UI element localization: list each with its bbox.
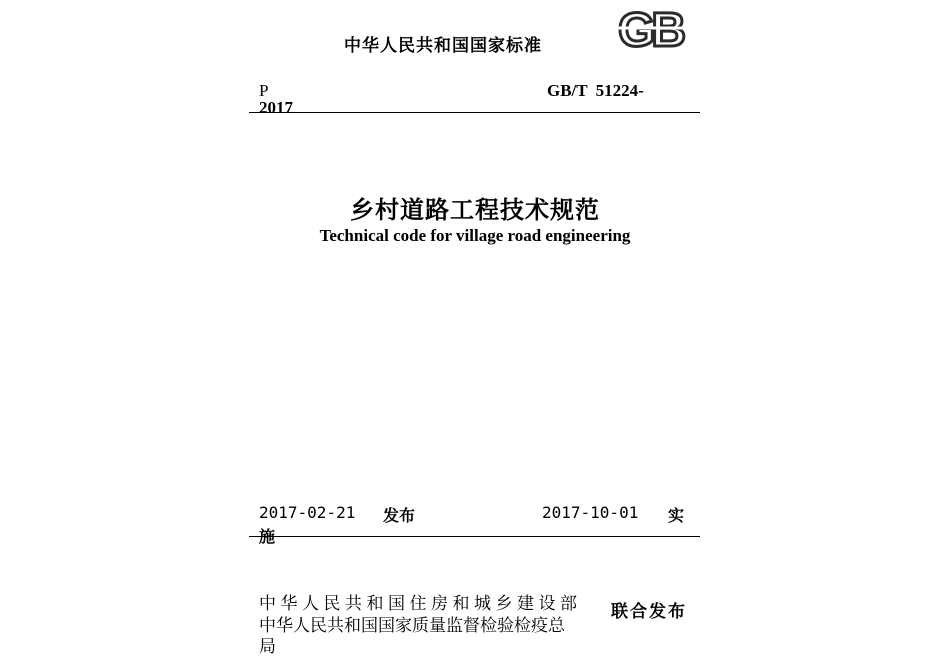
document-title-english: Technical code for village road engineering (319, 226, 631, 245)
svg-text:GB: GB (618, 4, 682, 52)
gb-logo-icon (604, 4, 696, 52)
header-divider (249, 112, 700, 113)
issuer-quality-administration-continued: 局 (259, 637, 276, 657)
standard-year: 2017 (259, 98, 293, 117)
issue-label: 发布 (383, 506, 416, 525)
standard-number-value: 51224- (595, 81, 644, 100)
issuer-quality-administration: 中华人民共和国国家质量监督检验检疫总 (259, 616, 565, 636)
implementation-label-line2: 施 (259, 527, 276, 546)
document-title-chinese: 乡村道路工程技术规范 (350, 195, 600, 224)
standard-organization-heading: 中华人民共和国国家标准 (344, 36, 542, 56)
joint-issue-label: 联合发布 (611, 602, 687, 622)
issue-date: 2017-02-21 (259, 503, 356, 522)
implementation-label-line1: 实 (668, 506, 685, 525)
classification-code: P (259, 81, 269, 100)
footer-divider (249, 536, 700, 537)
standard-number (547, 82, 644, 99)
standard-type: GB/T (547, 81, 588, 100)
issuer-ministry-housing: 中华人民共和国住房和城乡建设部 (259, 594, 582, 614)
implementation-date: 2017-10-01 (542, 503, 639, 522)
